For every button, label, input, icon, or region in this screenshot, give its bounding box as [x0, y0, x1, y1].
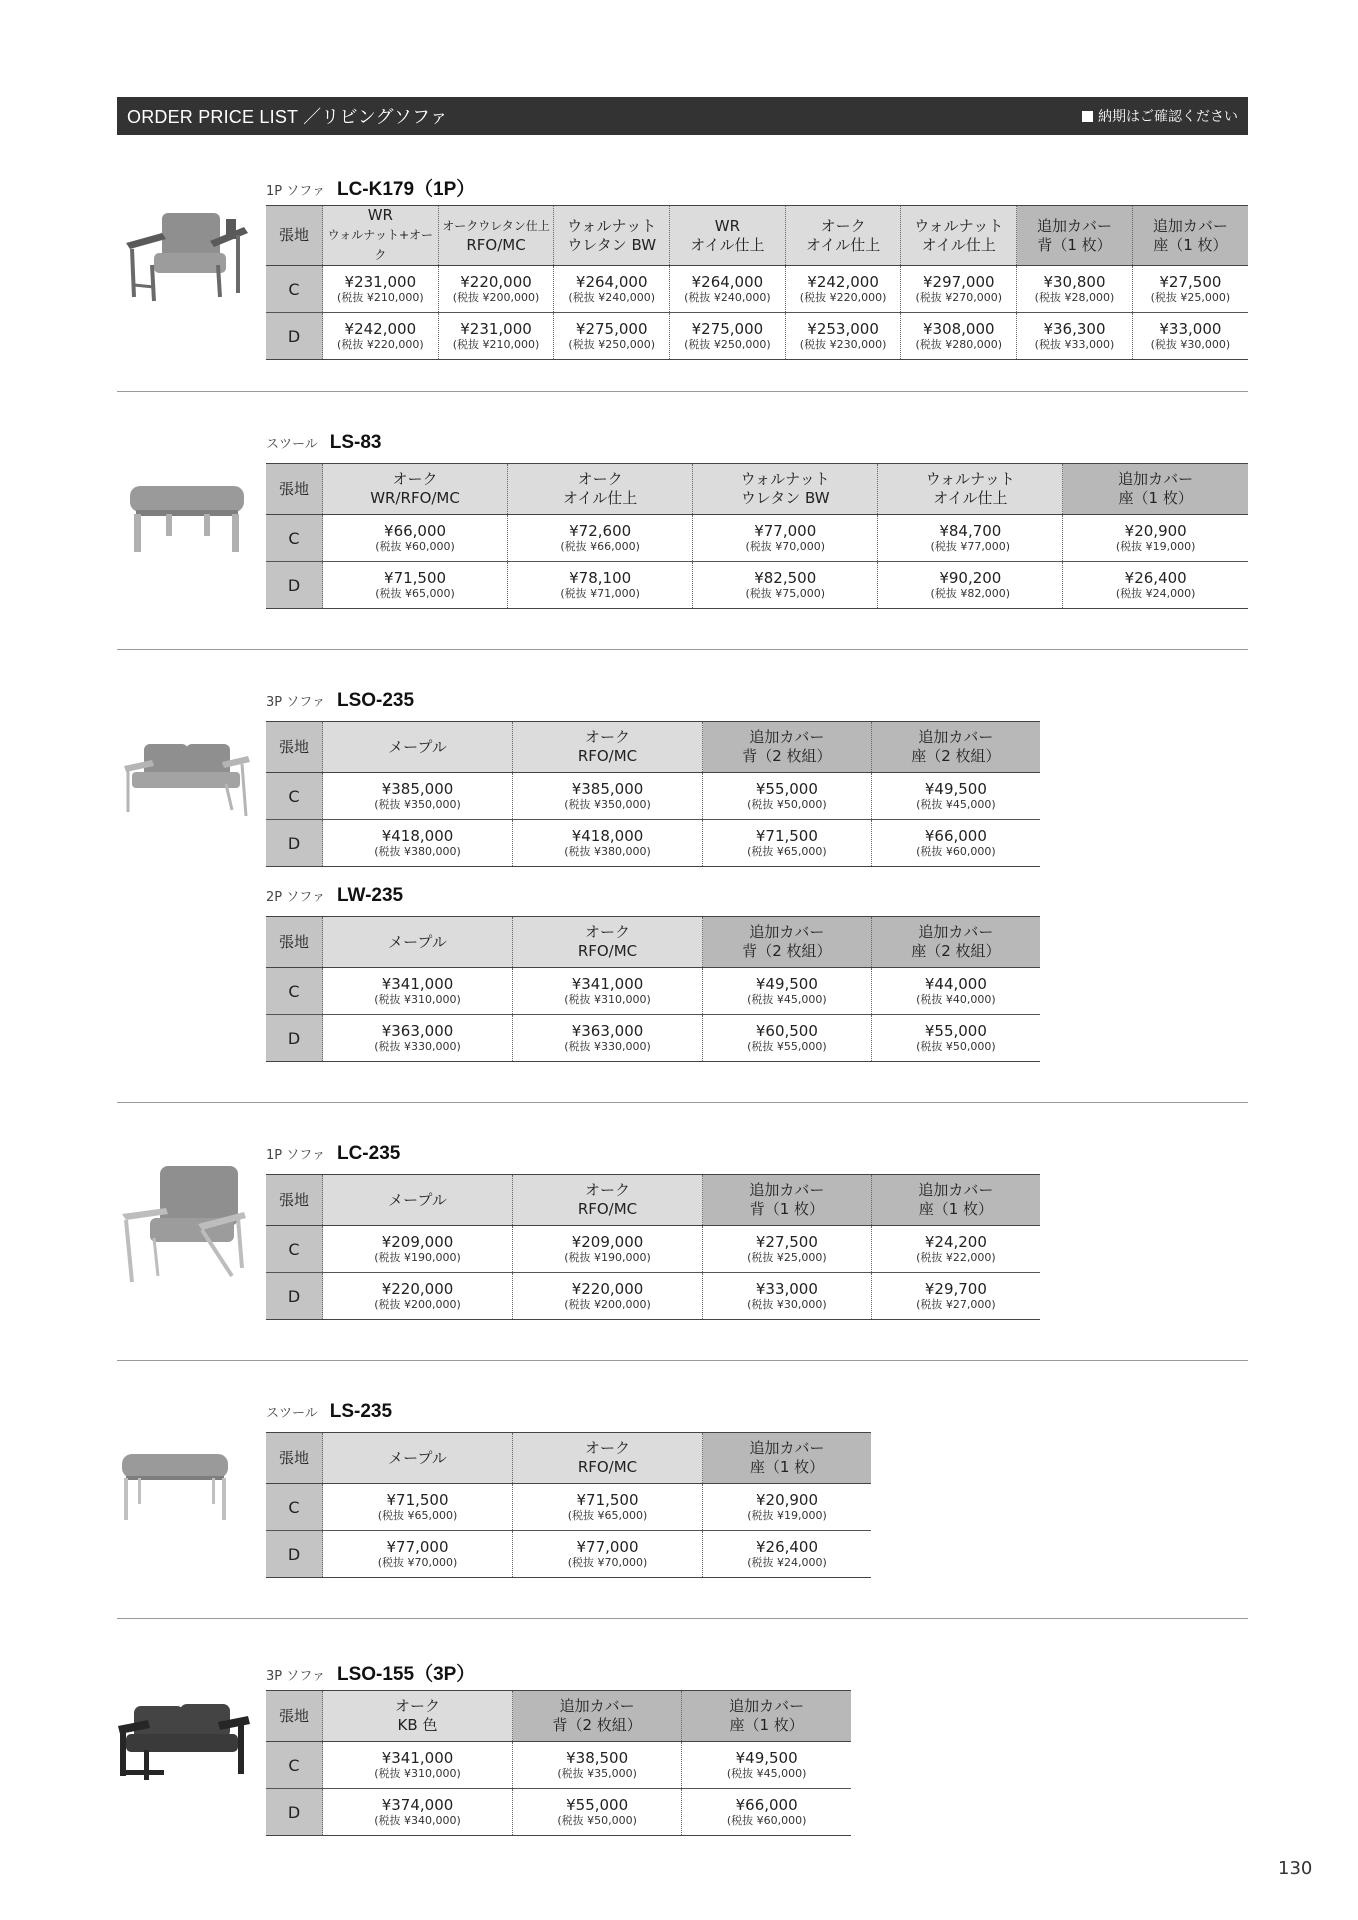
price-cell: ¥26,400 (税抜 ¥24,000) [703, 1531, 872, 1578]
table-row [266, 1273, 1040, 1320]
page-header-bar [117, 97, 1248, 135]
table-row [266, 1484, 871, 1531]
price-cell: ¥385,000 (税抜 ¥350,000) [513, 773, 703, 820]
price-cell: ¥264,000 (税抜 ¥240,000) [554, 266, 670, 313]
column-header: オーク RFO/MC [513, 917, 703, 968]
product-label [266, 432, 382, 454]
column-header: 追加カバー 座（1 枚） [871, 1175, 1040, 1226]
column-header: 追加カバー 背（2 枚組） [513, 1691, 682, 1742]
column-header: 追加カバー 座（1 枚） [682, 1691, 851, 1742]
price-cell: ¥209,000 (税抜 ¥190,000) [323, 1226, 513, 1273]
price-cell: ¥55,000 (税抜 ¥50,000) [871, 1015, 1040, 1062]
price-cell: ¥49,500 (税抜 ¥45,000) [682, 1742, 851, 1789]
column-header: オーク RFO/MC [513, 722, 703, 773]
product-category: スツール [266, 1406, 318, 1421]
price-cell: ¥264,000 (税抜 ¥240,000) [670, 266, 786, 313]
stool-icon [128, 484, 246, 556]
price-cell: ¥55,000 (税抜 ¥50,000) [513, 1789, 682, 1836]
price-cell: ¥20,900 (税抜 ¥19,000) [703, 1484, 872, 1531]
price-cell: ¥220,000 (税抜 ¥200,000) [323, 1273, 513, 1320]
product-category: 2P ソファ [266, 890, 325, 905]
row-header-label: 張地 [266, 464, 323, 515]
table-row [266, 313, 1248, 360]
price-cell: ¥220,000 (税抜 ¥200,000) [438, 266, 554, 313]
price-cell: ¥71,500 (税抜 ¥65,000) [323, 1484, 513, 1531]
price-cell: ¥77,000 (税抜 ¥70,000) [693, 515, 878, 562]
product-category: スツール [266, 437, 318, 452]
price-cell: ¥220,000 (税抜 ¥200,000) [513, 1273, 703, 1320]
price-cell: ¥90,200 (税抜 ¥82,000) [878, 562, 1063, 609]
grade-cell: D [266, 313, 323, 360]
column-header: 追加カバー 背（1 枚） [703, 1175, 872, 1226]
price-cell: ¥26,400 (税抜 ¥24,000) [1063, 562, 1248, 609]
column-header: オーク WR/RFO/MC [323, 464, 508, 515]
price-cell: ¥20,900 (税抜 ¥19,000) [1063, 515, 1248, 562]
table-row [266, 773, 1040, 820]
table-row [266, 515, 1248, 562]
price-cell: ¥209,000 (税抜 ¥190,000) [513, 1226, 703, 1273]
price-cell: ¥374,000 (税抜 ¥340,000) [323, 1789, 513, 1836]
price-cell: ¥66,000 (税抜 ¥60,000) [323, 515, 508, 562]
grade-cell: D [266, 1015, 323, 1062]
price-cell: ¥385,000 (税抜 ¥350,000) [323, 773, 513, 820]
product-label [266, 1401, 392, 1423]
price-cell: ¥308,000 (税抜 ¥280,000) [901, 313, 1017, 360]
product-label [266, 1659, 475, 1686]
price-table [266, 916, 1040, 1062]
section-divider [117, 649, 1248, 650]
table-row [266, 266, 1248, 313]
column-header: オーク RFO/MC [513, 1433, 703, 1484]
price-cell: ¥82,500 (税抜 ¥75,000) [693, 562, 878, 609]
product-model: LC-K179（1P） [336, 179, 476, 200]
grade-cell: C [266, 1484, 323, 1531]
delivery-note [1082, 106, 1238, 126]
table-row [266, 820, 1040, 867]
grade-cell: C [266, 1226, 323, 1273]
product-model: LC-235 [336, 1143, 401, 1164]
price-cell: ¥36,300 (税抜 ¥33,000) [1017, 313, 1133, 360]
column-header: ウォルナット ウレタン BW [693, 464, 878, 515]
price-cell: ¥33,000 (税抜 ¥30,000) [703, 1273, 872, 1320]
page-title: ORDER PRICE LIST ／リビングソファ [127, 107, 448, 127]
price-cell: ¥49,500 (税抜 ¥45,000) [871, 773, 1040, 820]
grade-cell: C [266, 515, 323, 562]
column-header: オーク KB 色 [323, 1691, 513, 1742]
column-header: 追加カバー 座（1 枚） [1063, 464, 1248, 515]
price-table [266, 205, 1248, 360]
table-row [266, 562, 1248, 609]
row-header-label: 張地 [266, 917, 323, 968]
product-model: LSO-235 [336, 690, 415, 711]
price-cell: ¥33,000 (税抜 ¥30,000) [1132, 313, 1248, 360]
row-header-label: 張地 [266, 1175, 323, 1226]
price-cell: ¥242,000 (税抜 ¥220,000) [323, 313, 439, 360]
price-cell: ¥55,000 (税抜 ¥50,000) [703, 773, 872, 820]
grade-cell: C [266, 266, 323, 313]
product-category: 3P ソファ [266, 1669, 325, 1684]
column-header: 追加カバー 座（2 枚組） [871, 722, 1040, 773]
column-header: 追加カバー 座（1 枚） [703, 1433, 872, 1484]
table-row [266, 968, 1040, 1015]
price-cell: ¥275,000 (税抜 ¥250,000) [554, 313, 670, 360]
price-cell: ¥66,000 (税抜 ¥60,000) [871, 820, 1040, 867]
price-cell: ¥341,000 (税抜 ¥310,000) [513, 968, 703, 1015]
price-cell: ¥231,000 (税抜 ¥210,000) [438, 313, 554, 360]
lounge-chair-with-wood-arms-icon [122, 205, 252, 305]
price-cell: ¥418,000 (税抜 ¥380,000) [513, 820, 703, 867]
price-cell: ¥363,000 (税抜 ¥330,000) [513, 1015, 703, 1062]
product-label [266, 690, 414, 712]
table-row [266, 1742, 851, 1789]
price-cell: ¥27,500 (税抜 ¥25,000) [1132, 266, 1248, 313]
product-label [266, 1143, 400, 1165]
stool-icon [120, 1452, 230, 1524]
price-table [266, 1432, 871, 1578]
price-table [266, 721, 1040, 867]
price-cell: ¥66,000 (税抜 ¥60,000) [682, 1789, 851, 1836]
column-header: 追加カバー 座（1 枚） [1132, 206, 1248, 266]
column-header: 追加カバー 背（1 枚） [1017, 206, 1133, 266]
price-cell: ¥27,500 (税抜 ¥25,000) [703, 1226, 872, 1273]
product-model: LSO-155（3P） [336, 1664, 476, 1685]
price-cell: ¥253,000 (税抜 ¥230,000) [785, 313, 901, 360]
row-header-label: 張地 [266, 206, 323, 266]
price-cell: ¥77,000 (税抜 ¥70,000) [323, 1531, 513, 1578]
price-cell: ¥72,600 (税抜 ¥66,000) [508, 515, 693, 562]
price-cell: ¥30,800 (税抜 ¥28,000) [1017, 266, 1133, 313]
grade-cell: D [266, 562, 323, 609]
grade-cell: D [266, 1531, 323, 1578]
square-bullet-icon [1082, 111, 1093, 122]
row-header-label: 張地 [266, 1691, 323, 1742]
price-cell: ¥24,200 (税抜 ¥22,000) [871, 1226, 1040, 1273]
page-number: 130 [1278, 1858, 1313, 1879]
column-header: オーク オイル仕上 [785, 206, 901, 266]
column-header: 追加カバー 背（2 枚組） [703, 917, 872, 968]
price-cell: ¥84,700 (税抜 ¥77,000) [878, 515, 1063, 562]
grade-cell: D [266, 820, 323, 867]
column-header: オーク オイル仕上 [508, 464, 693, 515]
delivery-note-text: 納期はご確認ください [1098, 109, 1238, 125]
price-cell: ¥297,000 (税抜 ¥270,000) [901, 266, 1017, 313]
column-header: WR ウォルナット+オーク [323, 206, 439, 266]
column-header: 追加カバー 背（2 枚組） [703, 722, 872, 773]
column-header: ウォルナット ウレタン BW [554, 206, 670, 266]
column-header: メープル [323, 722, 513, 773]
column-header: 追加カバー 座（2 枚組） [871, 917, 1040, 968]
price-table [266, 1174, 1040, 1320]
column-header: メープル [323, 1433, 513, 1484]
table-row [266, 1015, 1040, 1062]
section-divider [117, 391, 1248, 392]
grade-cell: C [266, 1742, 323, 1789]
price-cell: ¥29,700 (税抜 ¥27,000) [871, 1273, 1040, 1320]
price-cell: ¥231,000 (税抜 ¥210,000) [323, 266, 439, 313]
price-cell: ¥71,500 (税抜 ¥65,000) [323, 562, 508, 609]
column-header: ウォルナット オイル仕上 [901, 206, 1017, 266]
product-model: LS-235 [329, 1401, 393, 1422]
grade-cell: C [266, 968, 323, 1015]
column-header: メープル [323, 917, 513, 968]
row-header-label: 張地 [266, 722, 323, 773]
price-cell: ¥341,000 (税抜 ¥310,000) [323, 968, 513, 1015]
price-cell: ¥78,100 (税抜 ¥71,000) [508, 562, 693, 609]
price-table [266, 463, 1248, 609]
product-model: LW-235 [336, 885, 404, 906]
dark-three-seat-sofa-icon [118, 1698, 250, 1782]
table-row [266, 1226, 1040, 1273]
lounge-chair-icon [120, 1164, 246, 1286]
column-header: オークウレタン仕上 RFO/MC [438, 206, 554, 266]
three-seat-sofa-icon [122, 740, 250, 818]
grade-cell: D [266, 1789, 323, 1836]
grade-cell: D [266, 1273, 323, 1320]
row-header-label: 張地 [266, 1433, 323, 1484]
product-category: 1P ソファ [266, 184, 325, 199]
column-header: オーク RFO/MC [513, 1175, 703, 1226]
table-row [266, 1789, 851, 1836]
column-header: WR オイル仕上 [670, 206, 786, 266]
price-cell: ¥60,500 (税抜 ¥55,000) [703, 1015, 872, 1062]
section-divider [117, 1102, 1248, 1103]
section-divider [117, 1618, 1248, 1619]
grade-cell: C [266, 773, 323, 820]
price-cell: ¥242,000 (税抜 ¥220,000) [785, 266, 901, 313]
price-cell: ¥341,000 (税抜 ¥310,000) [323, 1742, 513, 1789]
product-category: 3P ソファ [266, 695, 325, 710]
price-cell: ¥363,000 (税抜 ¥330,000) [323, 1015, 513, 1062]
price-cell: ¥38,500 (税抜 ¥35,000) [513, 1742, 682, 1789]
product-label [266, 174, 475, 201]
price-table [266, 1690, 851, 1836]
price-cell: ¥49,500 (税抜 ¥45,000) [703, 968, 872, 1015]
price-cell: ¥418,000 (税抜 ¥380,000) [323, 820, 513, 867]
price-cell: ¥44,000 (税抜 ¥40,000) [871, 968, 1040, 1015]
price-cell: ¥71,500 (税抜 ¥65,000) [703, 820, 872, 867]
table-row [266, 1531, 871, 1578]
product-category: 1P ソファ [266, 1148, 325, 1163]
section-divider [117, 1360, 1248, 1361]
price-cell: ¥71,500 (税抜 ¥65,000) [513, 1484, 703, 1531]
price-cell: ¥275,000 (税抜 ¥250,000) [670, 313, 786, 360]
product-model: LS-83 [329, 432, 382, 453]
price-cell: ¥77,000 (税抜 ¥70,000) [513, 1531, 703, 1578]
column-header: メープル [323, 1175, 513, 1226]
column-header: ウォルナット オイル仕上 [878, 464, 1063, 515]
product-label [266, 885, 403, 907]
